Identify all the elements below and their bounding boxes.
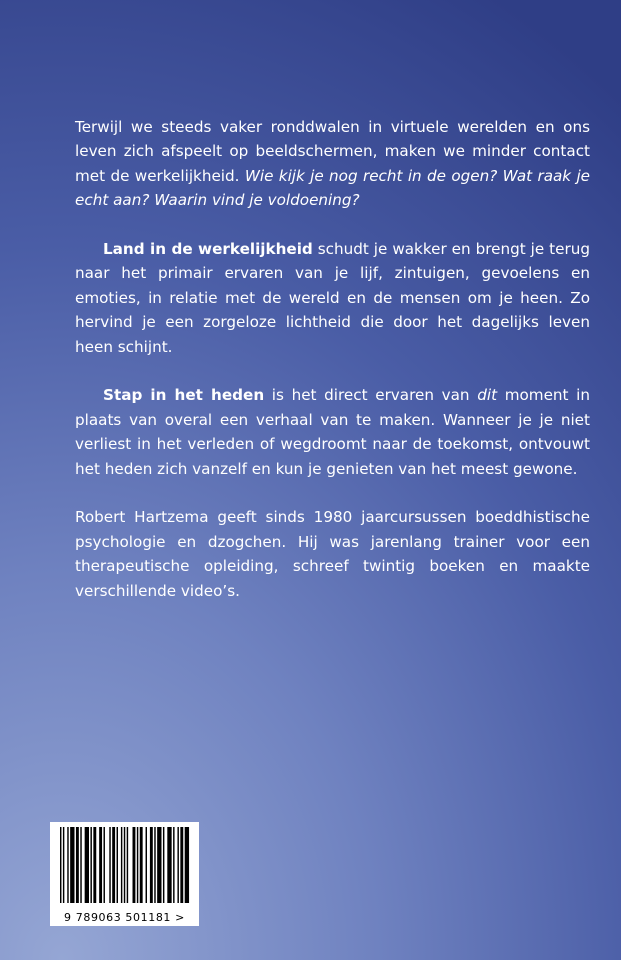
stap-text-after: moment in plaats van overal een verhaal van te maken. Wanneer je je niet verliest in het verleden of wegdroomt naar de toekomst, ontvouwt het heden zich vanzelf en kun je genieten van het meest gewone.	[75, 386, 591, 478]
land-paragraph	[75, 237, 590, 359]
intro-questions: Wie kijk je nog recht in de ogen? Wat raak je echt aan? Waarin vind je voldoening?	[75, 166, 591, 210]
barcode-bars	[58, 827, 191, 903]
intro-paragraph	[75, 115, 590, 213]
isbn-digits: 9 789063 501181 >	[64, 911, 185, 924]
stap-italic-word: dit	[477, 386, 498, 405]
stap-text-before: is het direct ervaren van	[264, 386, 478, 405]
isbn-barcode	[50, 822, 199, 926]
author-paragraph: Robert Hartzema geeft sinds 1980 jaarcursussen boeddhistische psychologie en dzogchen. Hij was jarenlang trainer voor een therapeutische opleiding, schreef twintig boeken en maakte verschillende video’s.	[75, 508, 590, 600]
land-text: schudt je wakker en brengt je terug naar het primair ervaren van je lijf, zintuigen, gevoelens en emoties, in relatie met de wereld en de mensen om je heen. Zo hervind je een zorgeloze lichtheid die door het dagelijks leven heen schijnt.	[75, 240, 590, 356]
stap-paragraph	[75, 383, 590, 481]
intro-text: Terwijl we steeds vaker ronddwalen in virtuele werelden en ons leven zich afspeelt op beeldschermen, maken we minder contact met de werkelijkheid.	[75, 118, 590, 185]
back-cover-text	[75, 115, 590, 627]
stap-title: Stap in het heden	[103, 386, 265, 405]
land-title: Land in de werkelijkheid	[103, 240, 313, 259]
